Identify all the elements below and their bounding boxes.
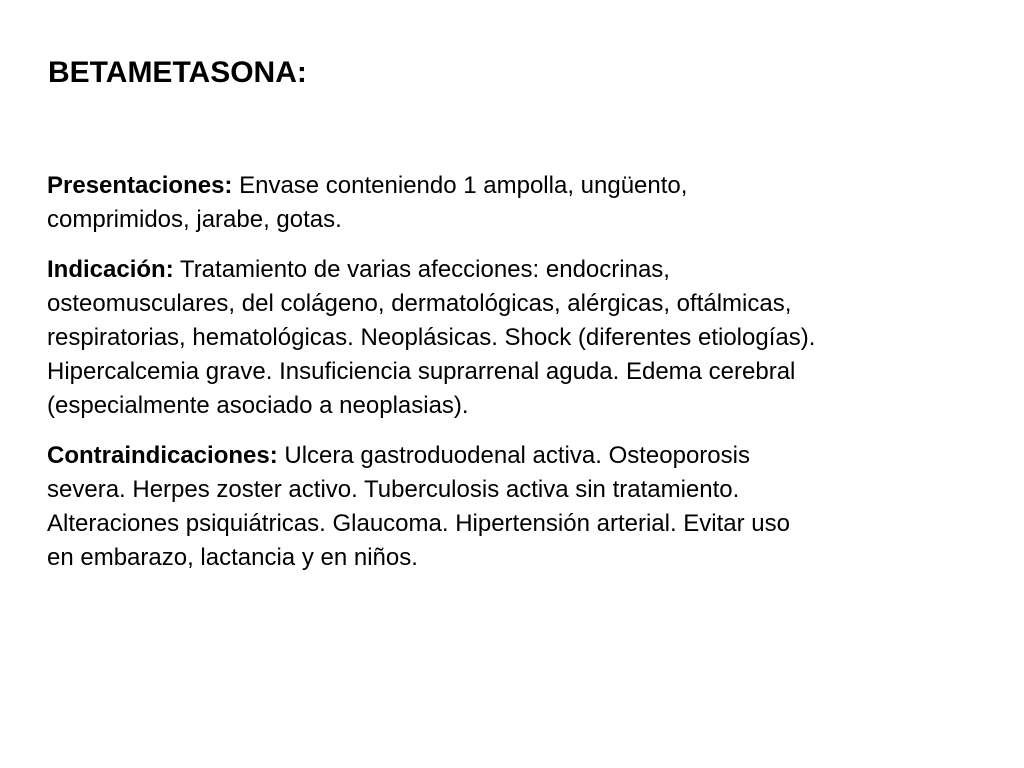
indicacion-heading: Indicación: <box>47 256 174 283</box>
paragraph-line: respiratorias, hematológicas. Neoplásicas. Shock (diferentes etiologías). <box>47 324 816 351</box>
contraindicaciones-paragraph <box>47 439 977 575</box>
presentaciones-paragraph <box>47 169 977 237</box>
paragraph-line: severa. Herpes zoster activo. Tuberculosis activa sin tratamiento. <box>47 476 740 503</box>
paragraph-line: comprimidos, jarabe, gotas. <box>47 206 342 233</box>
paragraph-text: Ulcera gastroduodenal activa. Osteoporosis <box>277 442 750 469</box>
paragraph-line: en embarazo, lactancia y en niños. <box>47 544 418 571</box>
paragraph-line <box>47 439 977 473</box>
paragraph-line: osteomusculares, del colágeno, dermatológicas, alérgicas, oftálmicas, <box>47 290 792 317</box>
paragraph-text: Envase conteniendo 1 ampolla, ungüento, <box>232 172 688 199</box>
paragraph-line <box>47 253 977 287</box>
paragraph-line: (especialmente asociado a neoplasias). <box>47 392 469 419</box>
paragraph-line: Alteraciones psiquiátricas. Glaucoma. Hipertensión arterial. Evitar uso <box>47 510 791 537</box>
slide-title: BETAMETASONA: <box>48 56 307 89</box>
paragraph-text: Tratamiento de varias afecciones: endocrinas, <box>173 256 670 283</box>
presentaciones-heading: Presentaciones: <box>47 172 233 199</box>
slide-body <box>47 169 977 591</box>
paragraph-line <box>47 169 977 203</box>
indicacion-paragraph <box>47 253 977 423</box>
contraindicaciones-heading: Contraindicaciones: <box>47 442 278 469</box>
paragraph-line: Hipercalcemia grave. Insuficiencia suprarrenal aguda. Edema cerebral <box>47 358 796 385</box>
